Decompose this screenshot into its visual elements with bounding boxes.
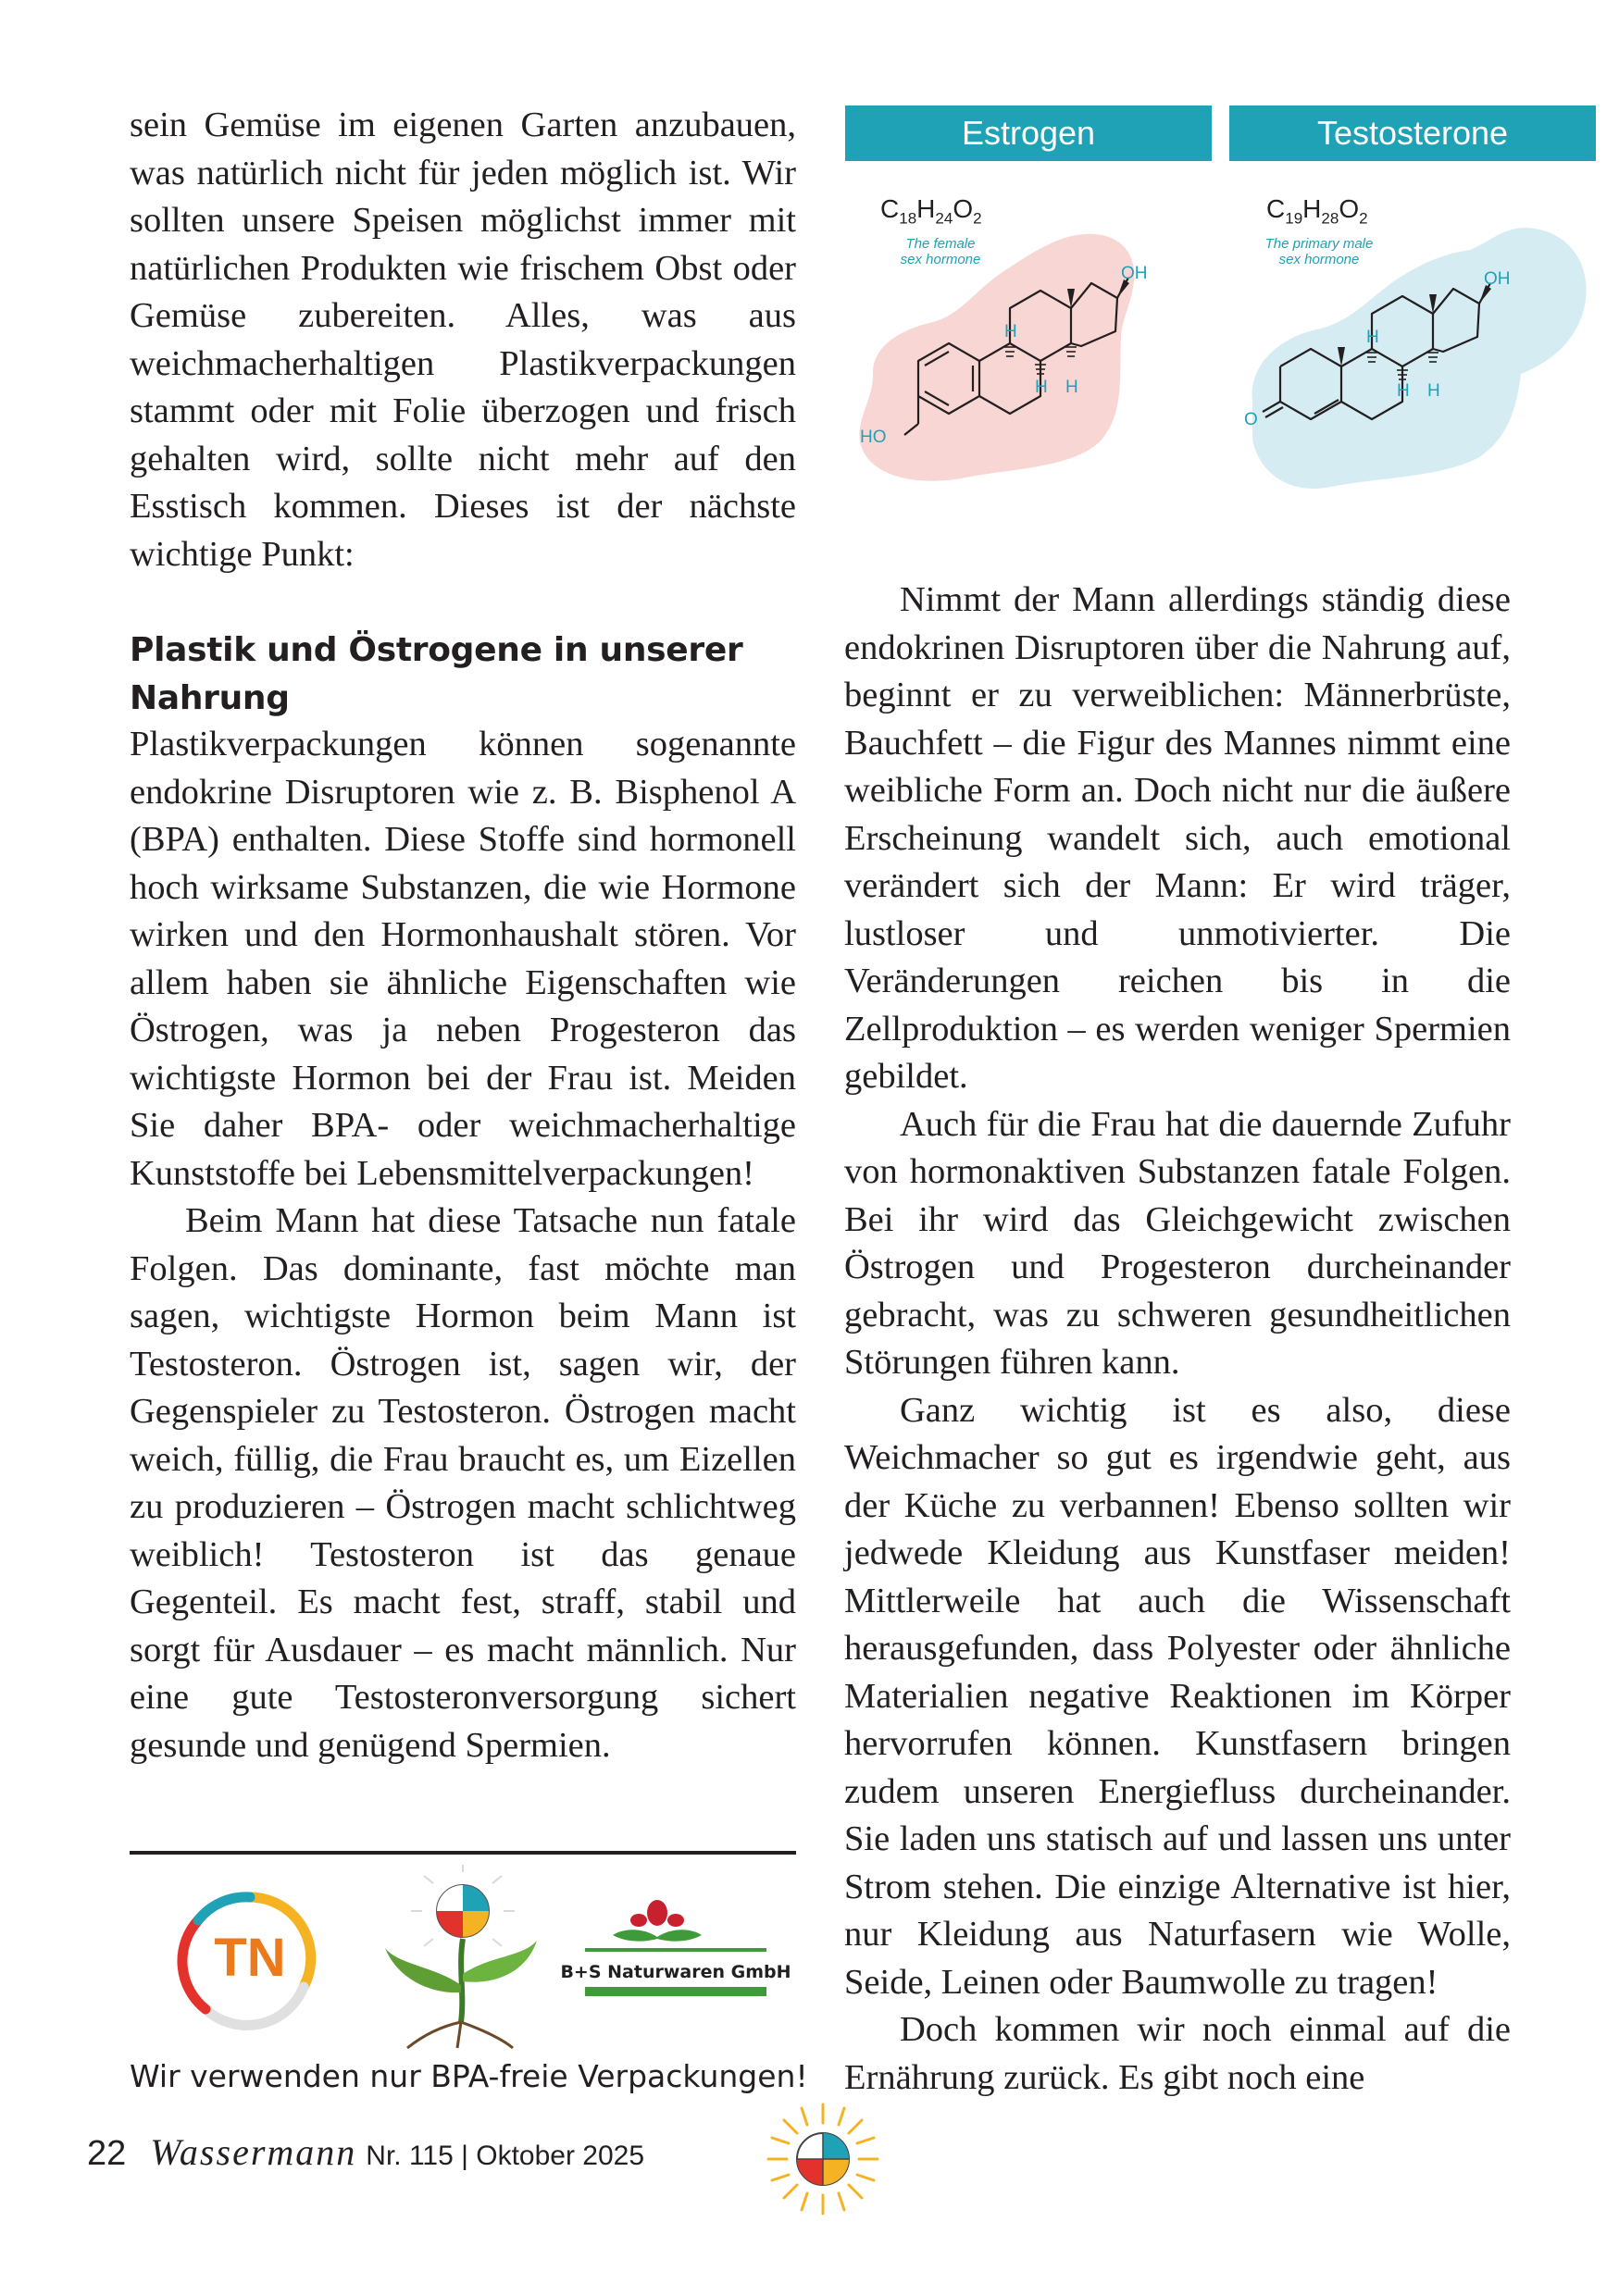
right-paragraph-3: Ganz wichtig ist es also, diese Weichmacher so gut es irgendwie geht, aus der Küche zu verbannen! Ebenso sollten wir jedwede Kleidung aus Kunstfaser meiden! Mittlerweile hat auch die Wissenschaft herausgefunden, dass Polyester oder ähnliche Materialien negative Reaktionen im Körper hervorrufen können. Kunstfasern bringen zudem unseren Energiefluss durcheinander. Sie laden uns statisch auf und lassen uns unter Strom stehen. Die einzige Alternative ist hier, nur Kleidung aus Naturfasern wie Wolle, Seide, Leinen oder Baumwolle zu tragen! [844,1390,1511,2002]
estrogen-ho-label: HO [860,428,887,447]
estrogen-h-label-1: H [1035,378,1048,397]
estrogen-formula: $C_{18}H_{24}O_2$ [880,194,982,228]
bpa-free-note: Wir verwenden nur BPA-freie Verpackungen! [130,2058,808,2094]
left-paragraph-2: Plastikverpackungen können sogenannte endokrine Disruptoren wie z. B. Bisphenol A (BPA) enthalten. Diese Stoffe sind hormonell hoch wirksame Substanzen, die wie Hormone wirken und den Hormonhaushalt stören. Vor allem haben sie ähnliche Eigenschaften wie Östrogen, was ja neben Progesteron das wichtigste Hormon bei der Frau ist. Meiden Sie daher BPA- oder weichmacherhaltige Kunststoffe bei Lebensmittelverpackungen! [130,725,796,1193]
estrogen-description: The female sex hormone [900,236,981,267]
estrogen-structure-panel [845,105,1212,507]
testosterone-o-label: O [1244,410,1258,429]
estrogen-oh-label: OH [1121,264,1148,283]
testosterone-structure-panel [1229,105,1596,507]
estrogen-background-blob [859,234,1134,481]
testosterone-h-label-2: H [1397,381,1410,401]
estrogen-h-label-2: H [1004,322,1017,341]
issue-info: Nr. 115 | Oktober 2025 [366,2141,645,2171]
testosterone-title: Testosterone [1229,105,1596,161]
plant-sun-logo-icon [385,1865,537,2048]
right-paragraph-4: Doch kommen wir noch einmal auf die Ernährung zurück. Es gibt noch eine [844,2010,1511,2097]
bs-naturwaren-logo-icon [560,1900,791,1996]
magazine-name: Wassermann [150,2131,357,2173]
testosterone-formula: $C_{19}H_{28}O_2$ [1266,194,1368,228]
bs-logo-text: B+S Naturwaren GmbH [560,1962,791,1982]
testosterone-h-label-1: H [1366,328,1379,347]
estrogen-title: Estrogen [845,105,1212,161]
page-number: 22 [87,2134,127,2173]
section-divider [130,1851,796,1855]
estrogen-molecule-icon [845,226,1212,522]
partner-logos [139,1865,796,2050]
sun-emblem-icon [765,2101,881,2217]
tn-logo-text: TN [214,1928,286,1988]
right-column [844,577,1511,2102]
right-paragraph-2: Auch für die Frau hat die dauernde Zufuhr von hormonaktiven Substanzen fatale Folgen. Bei ihr wird das Gleichgewicht zwischen Östrogen und Progesteron durcheinander gebracht, was zu schweren gesundheitlichen Störungen führen kann. [844,1104,1511,1382]
testosterone-h-label-3: H [1427,381,1440,401]
left-paragraph-3: Beim Mann hat diese Tatsache nun fatale Folgen. Das dominante, fast möchte man sagen, wichtigste Hormon beim Mann ist Testosteron. Östrogen ist, sagen wir, der Gegenspieler zu Testosteron. Östrogen macht weich, füllig, die Frau braucht es, um Eizellen zu produzieren – Östrogen macht schlichtweg weiblich! Testosteron ist das genaue Gegenteil. Es macht fest, straff, stabil und sorgt für Ausdauer – es macht männlich. Nur eine gute Testosteronversorgung sichert gesunde und genügend Spermien. [130,1201,796,1765]
section-heading: Plastik und Östrogene in unserer Nahrung [130,631,743,717]
testosterone-molecule-icon [1229,226,1596,522]
testosterone-oh-label: OH [1484,269,1511,289]
left-paragraph-1: sein Gemüse im eigenen Garten anzubauen, was natürlich nicht für jeden möglich ist. Wir sollten unsere Speisen möglichst immer mit natürlichen Produkten wie frischem Obst oder Gemüse zubereiten. Alles, was aus weichmacherhaltigen Plastikverpackungen stammt oder mit Folie überzogen und frisch gehalten wird, sollte nicht mehr auf den Esstisch kommen. Dieses ist der nächste wichtige Punkt: [130,105,796,574]
estrogen-h-label-3: H [1065,378,1078,397]
testosterone-description: The primary male sex hormone [1264,236,1374,267]
right-paragraph-1: Nimmt der Mann allerdings ständig diese endokrinen Disruptoren über die Nahrung auf, beginnt er zu verweiblichen: Männerbrüste, Bauchfett – die Figur des Mannes nimmt eine weibliche Form an. Doch nicht nur die äußere Erscheinung wandelt sich, auch emotional verändert sich der Mann: Er wird träger, lustloser und unmotivierter. Die Veränderungen reichen bis in die Zellproduktion – es werden weniger Spermien gebildet. [844,580,1511,1096]
page-footer [87,2130,644,2186]
left-column [130,102,796,1769]
tn-logo-icon [182,1897,311,2026]
